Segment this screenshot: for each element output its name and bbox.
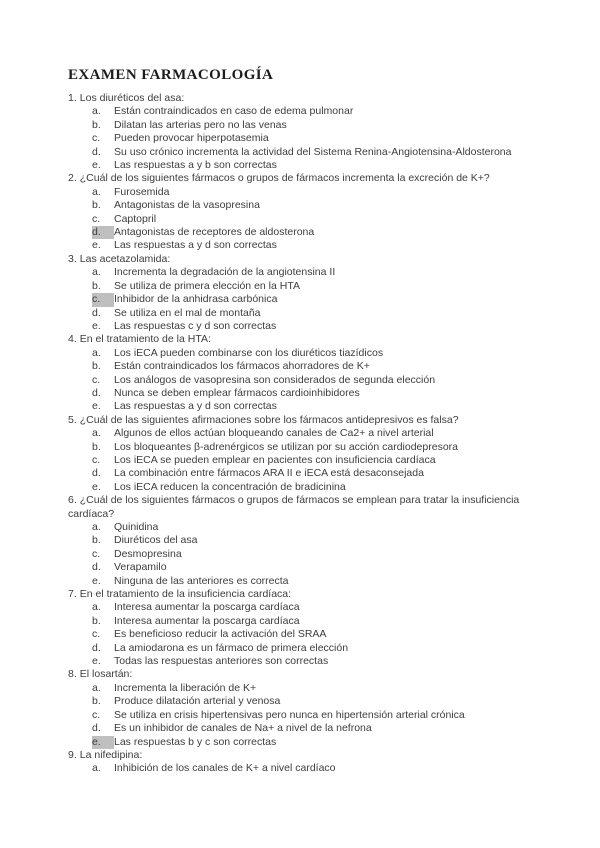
option-row bbox=[92, 239, 542, 252]
option-text: Los iECA pueden combinarse con los diuréticos tiazídicos bbox=[114, 346, 384, 359]
question-line bbox=[68, 668, 542, 681]
question-block bbox=[68, 668, 542, 748]
option-row bbox=[92, 146, 542, 159]
question-number: 2. bbox=[68, 172, 77, 185]
option-text: Interesa aumentar la poscarga cardíaca bbox=[114, 601, 300, 614]
option-row bbox=[92, 347, 542, 360]
question-text: El losartán: bbox=[79, 668, 133, 681]
question-text: En el tratamiento de la HTA: bbox=[79, 333, 211, 346]
question-block bbox=[68, 749, 542, 776]
option-text: Los bloqueantes β-adrenérgicos se utilizan por su acción cardiodepresora bbox=[114, 440, 458, 453]
option-text: Antagonistas de la vasopresina bbox=[114, 199, 260, 212]
option-row bbox=[92, 695, 542, 708]
question-line bbox=[68, 414, 542, 427]
document-title: EXAMEN FARMACOLOGÍA bbox=[68, 67, 274, 83]
option-text: Están contraindicados los fármacos ahorradores de K+ bbox=[114, 360, 370, 373]
option-letter: a. bbox=[92, 105, 101, 118]
options-list bbox=[68, 521, 542, 588]
option-row bbox=[92, 186, 542, 199]
option-letter: e. bbox=[92, 159, 101, 172]
option-row bbox=[92, 266, 542, 279]
option-row bbox=[92, 682, 542, 695]
options-list bbox=[68, 682, 542, 749]
option-text: Desmopresina bbox=[114, 547, 182, 560]
option-row bbox=[92, 387, 542, 400]
question-block bbox=[68, 588, 542, 668]
option-letter: b. bbox=[92, 534, 101, 547]
option-letter: c. bbox=[92, 708, 101, 721]
option-text: Es un inhibidor de canales de Na+ a nivel de la nefrona bbox=[114, 722, 372, 735]
option-letter: e. bbox=[92, 574, 101, 587]
option-row bbox=[92, 736, 542, 749]
option-text: Antagonistas de receptores de aldosterona bbox=[114, 226, 315, 239]
options-list bbox=[68, 186, 542, 253]
option-row bbox=[92, 521, 542, 534]
option-row bbox=[92, 709, 542, 722]
option-row bbox=[92, 159, 542, 172]
option-letter: b. bbox=[92, 360, 101, 373]
option-text: Furosemida bbox=[114, 185, 170, 198]
option-text: Inhibidor de la anhidrasa carbónica bbox=[114, 293, 278, 306]
option-letter: e. bbox=[92, 655, 101, 668]
option-text: La combinación entre fármacos ARA II e iECA está desaconsejada bbox=[114, 467, 424, 480]
question-block bbox=[68, 333, 542, 413]
option-row bbox=[92, 293, 542, 306]
question-block bbox=[68, 253, 542, 333]
question-number: 7. bbox=[68, 588, 77, 601]
option-text: Las respuestas b y c son correctas bbox=[114, 735, 277, 748]
options-list bbox=[68, 105, 542, 172]
option-text: Incrementa la liberación de K+ bbox=[114, 681, 257, 694]
option-text: Las respuestas c y d son correctas bbox=[114, 319, 277, 332]
option-row bbox=[92, 226, 542, 239]
option-text: Diuréticos del asa bbox=[114, 534, 198, 547]
option-row bbox=[92, 360, 542, 373]
question-text: ¿Cuál de los siguientes fármacos o grupos de fármacos se emplean para tratar la insuficiencia cardíaca? bbox=[68, 494, 520, 520]
question-number: 1. bbox=[68, 92, 77, 104]
option-letter: b. bbox=[92, 279, 101, 292]
option-row bbox=[92, 119, 542, 132]
options-list bbox=[68, 427, 542, 494]
options-list bbox=[68, 762, 542, 775]
question-block bbox=[68, 414, 542, 494]
option-row bbox=[92, 534, 542, 547]
option-letter: c. bbox=[92, 453, 101, 466]
question-number: 3. bbox=[68, 252, 77, 265]
question-block bbox=[68, 92, 542, 172]
options-list bbox=[68, 601, 542, 668]
question-number: 5. bbox=[68, 413, 77, 426]
option-letter-highlighted: c. bbox=[92, 293, 114, 306]
option-text: Se utiliza en el mal de montaña bbox=[114, 306, 261, 319]
option-text: Nunca se deben emplear fármacos cardioinhibidores bbox=[114, 386, 360, 399]
question-line bbox=[68, 749, 542, 762]
question-line bbox=[68, 92, 542, 105]
option-text: Ninguna de las anteriores es correcta bbox=[114, 574, 289, 587]
option-letter: a. bbox=[92, 266, 101, 279]
option-letter: b. bbox=[92, 695, 101, 708]
option-letter: a. bbox=[92, 185, 101, 198]
option-text: Los análogos de vasopresina son considerados de segunda elección bbox=[114, 373, 436, 386]
option-letter: c. bbox=[92, 212, 101, 225]
option-text: La amiodarona es un fármaco de primera elección bbox=[114, 641, 349, 654]
option-row bbox=[92, 307, 542, 320]
question-block bbox=[68, 494, 542, 588]
option-row bbox=[92, 105, 542, 118]
option-letter: b. bbox=[92, 199, 101, 212]
question-line bbox=[68, 588, 542, 601]
option-text: Se utiliza de primera elección en la HTA bbox=[114, 279, 300, 292]
option-letter: d. bbox=[92, 561, 101, 574]
question-text: ¿Cuál de las siguientes afirmaciones sobre los fármacos antidepresivos es falsa? bbox=[79, 413, 459, 426]
option-letter: d. bbox=[92, 386, 101, 399]
question-text: Las acetazolamida: bbox=[79, 252, 171, 265]
option-letter: d. bbox=[92, 467, 101, 480]
questions bbox=[68, 92, 542, 776]
option-letter: c. bbox=[92, 628, 101, 641]
option-letter: b. bbox=[92, 118, 101, 131]
option-text: Los iECA reducen la concentración de bradicinina bbox=[114, 480, 346, 493]
option-row bbox=[92, 655, 542, 668]
option-text: Están contraindicados en caso de edema pulmonar bbox=[114, 105, 354, 118]
options-list bbox=[68, 266, 542, 333]
option-row bbox=[92, 132, 542, 145]
option-text: Inhibición de los canales de K+ a nivel cardíaco bbox=[114, 762, 336, 775]
question-text: Los diuréticos del asa: bbox=[79, 92, 185, 104]
option-letter: b. bbox=[92, 614, 101, 627]
question-line bbox=[68, 333, 542, 346]
option-letter: a. bbox=[92, 681, 101, 694]
options-list bbox=[68, 347, 542, 414]
option-text: Quinidina bbox=[114, 521, 159, 533]
option-letter: e. bbox=[92, 480, 101, 493]
option-row bbox=[92, 441, 542, 454]
option-letter: a. bbox=[92, 346, 101, 359]
option-letter: d. bbox=[92, 145, 101, 158]
question-text: En el tratamiento de la insuficiencia cardíaca: bbox=[79, 588, 292, 601]
question-number: 6. bbox=[68, 494, 77, 507]
option-row bbox=[92, 400, 542, 413]
option-text: Captopril bbox=[114, 212, 157, 225]
option-row bbox=[92, 722, 542, 735]
option-row bbox=[92, 213, 542, 226]
option-letter: a. bbox=[92, 601, 101, 614]
option-text: Los iECA se pueden emplear en pacientes con insuficiencia cardíaca bbox=[114, 453, 436, 466]
option-letter: c. bbox=[92, 547, 101, 560]
option-text: Dilatan las arterias pero no las venas bbox=[114, 118, 287, 131]
option-letter: b. bbox=[92, 440, 101, 453]
option-text: Las respuestas a y b son correctas bbox=[114, 159, 277, 172]
option-letter-highlighted: e. bbox=[92, 736, 114, 749]
option-letter-highlighted: d. bbox=[92, 226, 114, 239]
option-text: Las respuestas a y d son correctas bbox=[114, 239, 277, 252]
question-line bbox=[68, 253, 542, 266]
option-row bbox=[92, 628, 542, 641]
option-text: Verapamilo bbox=[114, 561, 167, 574]
option-text: Pueden provocar hiperpotasemia bbox=[114, 132, 269, 145]
question-line bbox=[68, 494, 542, 521]
option-letter: a. bbox=[92, 521, 101, 533]
option-row bbox=[92, 454, 542, 467]
option-text: Incrementa la degradación de la angiotensina II bbox=[114, 266, 336, 279]
option-row bbox=[92, 642, 542, 655]
option-row bbox=[92, 575, 542, 588]
option-letter: e. bbox=[92, 400, 101, 413]
option-text: Es beneficioso reducir la activación del SRAA bbox=[114, 628, 327, 641]
option-row bbox=[92, 467, 542, 480]
option-text: Las respuestas a y d son correctas bbox=[114, 400, 277, 413]
option-row bbox=[92, 548, 542, 561]
option-letter: a. bbox=[92, 427, 101, 440]
option-letter: d. bbox=[92, 722, 101, 735]
question-line bbox=[68, 172, 542, 185]
option-text: Todas las respuestas anteriores son correctas bbox=[114, 655, 329, 668]
question-block bbox=[68, 172, 542, 252]
option-text: Se utiliza en crisis hipertensivas pero nunca en hipertensión arterial crónica bbox=[114, 708, 465, 721]
option-letter: e. bbox=[92, 239, 101, 252]
option-row bbox=[92, 374, 542, 387]
option-row bbox=[92, 320, 542, 333]
question-number: 4. bbox=[68, 333, 77, 346]
question-text: La nifedipina: bbox=[79, 748, 143, 761]
option-letter: d. bbox=[92, 306, 101, 319]
option-letter: c. bbox=[92, 373, 101, 386]
question-number: 8. bbox=[68, 668, 77, 681]
option-text: Produce dilatación arterial y venosa bbox=[114, 695, 281, 708]
option-row bbox=[92, 762, 542, 775]
option-letter: c. bbox=[92, 132, 101, 145]
option-letter: d. bbox=[92, 641, 101, 654]
option-text: Algunos de ellos actúan bloqueando canales de Ca2+ a nivel arterial bbox=[114, 427, 434, 440]
option-row bbox=[92, 199, 542, 212]
question-number: 9. bbox=[68, 748, 77, 761]
option-letter: a. bbox=[92, 762, 101, 775]
option-text: Interesa aumentar la poscarga cardíaca bbox=[114, 614, 300, 627]
option-row bbox=[92, 561, 542, 574]
option-text: Su uso crónico incrementa la actividad del Sistema Renina-Angiotensina-Aldosterona bbox=[114, 145, 512, 158]
question-text: ¿Cuál de los siguientes fármacos o grupos de fármacos incrementa la excreción de K+? bbox=[79, 172, 490, 185]
option-row bbox=[92, 280, 542, 293]
option-row bbox=[92, 615, 542, 628]
option-row bbox=[92, 481, 542, 494]
option-letter: e. bbox=[92, 319, 101, 332]
option-row bbox=[92, 601, 542, 614]
option-row bbox=[92, 427, 542, 440]
